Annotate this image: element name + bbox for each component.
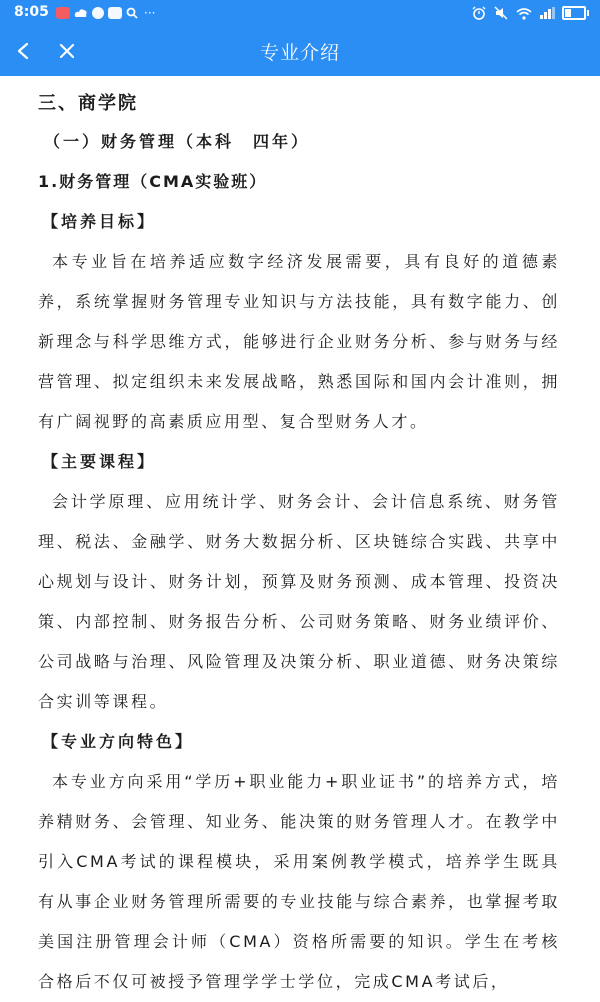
app-notification-icon — [108, 7, 122, 19]
signal-icon — [540, 7, 554, 19]
page-title: 专业介绍 — [259, 42, 340, 64]
section-feature-text: 本专业方向采用“学历+职业能力+职业证书”的培养方式，培养精财务、会管理、知业务、能决策的财务管理人才。在教学中引入CMA考试的课程模块，采用案例教学模式，培养学生既具有从事企业财务管理所需要的专业技能与综合素养，也掌握考取美国注册管理会计师（CMA）资格所需要的知识。学生在考核合格后不仅可被授予管理学学士学位，完成CMA考试后， — [38, 772, 560, 991]
article-content — [38, 86, 560, 1002]
section-course-title: 【主要课程】 — [42, 452, 157, 471]
wifi-icon — [516, 7, 532, 20]
mute-icon — [494, 6, 508, 20]
section-goal-text: 本专业旨在培养适应数字经济发展需要，具有良好的道德素养，系统掌握财务管理专业知识与方法技能，具有数字能力、创新理念与科学思维方式，能够进行企业财务分析、参与财务与经营管理、拟定组织未来发展战略，熟悉国际和国内会计准则，拥有广阔视野的高素质应用型、复合型财务人才。 — [38, 252, 560, 431]
app-notification-icon — [92, 7, 104, 19]
more-notifications: ··· — [144, 6, 156, 20]
heading-track: 1.财务管理（CMA实验班） — [38, 172, 268, 191]
status-time: 8:05 — [14, 4, 49, 20]
cloud-icon — [74, 7, 88, 19]
heading-school: 三、商学院 — [38, 93, 138, 114]
battery-icon — [562, 6, 586, 20]
system-icons — [472, 5, 586, 21]
app-notification-icon — [56, 7, 70, 19]
alarm-icon — [472, 6, 486, 20]
heading-major: （一）财务管理（本科 四年） — [44, 132, 311, 151]
status-bar — [0, 0, 600, 26]
search-app-icon — [126, 7, 138, 19]
section-feature-title: 【专业方向特色】 — [42, 732, 195, 751]
section-course-text: 会计学原理、应用统计学、财务会计、会计信息系统、财务管理、税法、金融学、财务大数据分析、区块链综合实践、共享中心规划与设计、财务计划，预算及财务预测、成本管理、投资决策、内部控制、财务报告分析、公司财务策略、财务业绩评价、公司战略与治理、风险管理及决策分析、职业道德、财务决策综合实训等课程。 — [38, 492, 560, 711]
notification-icons — [56, 6, 155, 20]
nav-bar — [0, 26, 600, 76]
section-goal-title: 【培养目标】 — [42, 212, 157, 231]
top-bar — [0, 0, 600, 76]
